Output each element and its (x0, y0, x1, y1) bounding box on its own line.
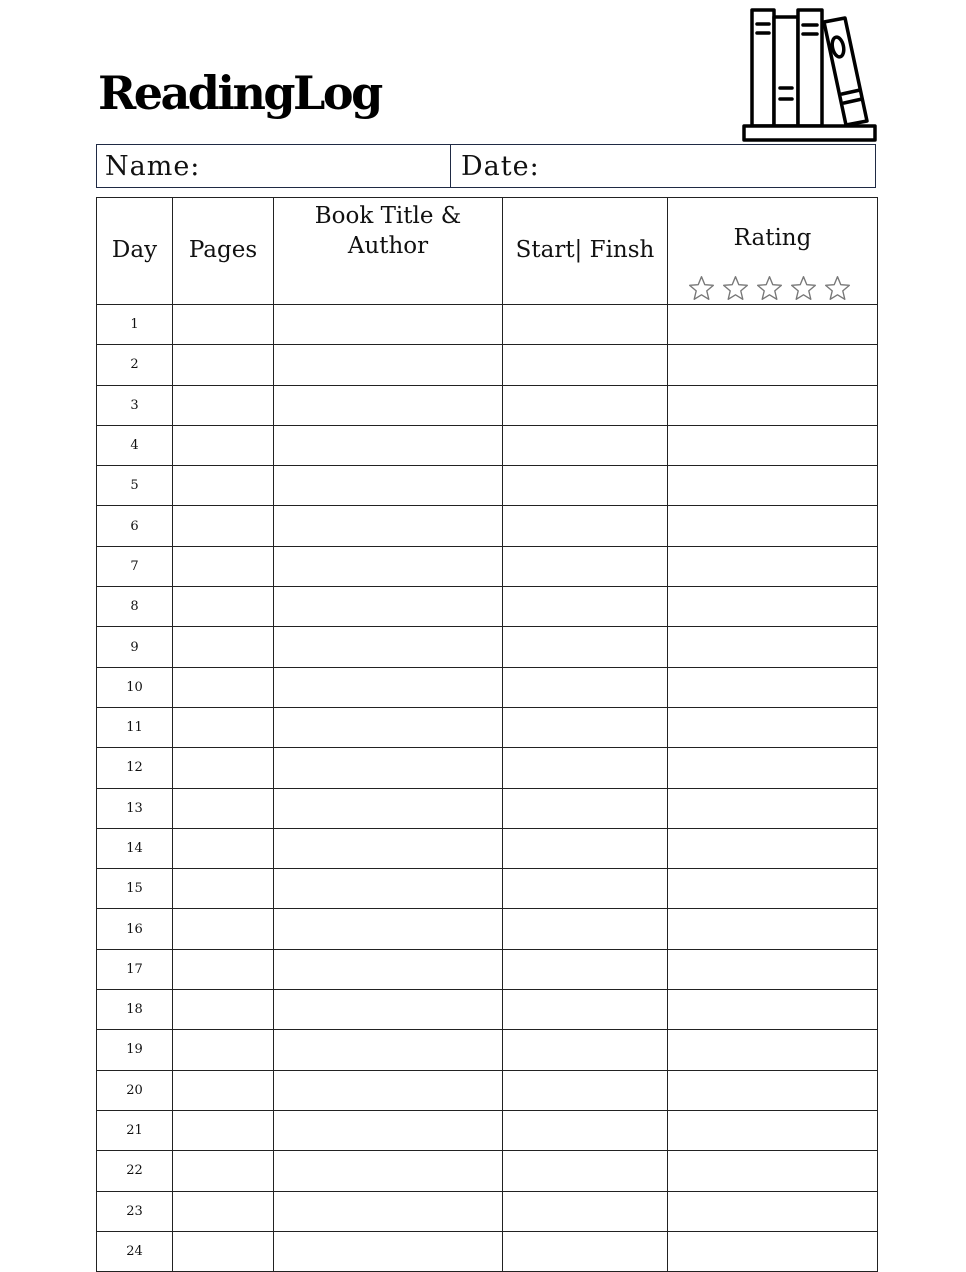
table-row (97, 869, 878, 909)
day-number: 16 (97, 909, 173, 949)
start-finish-cell[interactable] (503, 949, 668, 989)
start-finish-cell[interactable] (503, 587, 668, 627)
book-title-cell[interactable] (274, 1030, 503, 1070)
start-finish-cell[interactable] (503, 707, 668, 747)
day-number: 17 (97, 949, 173, 989)
day-number: 23 (97, 1191, 173, 1231)
rating-cell[interactable] (668, 546, 878, 586)
star-outline-icon[interactable] (688, 275, 715, 302)
pages-cell[interactable] (173, 949, 274, 989)
pages-cell[interactable] (173, 506, 274, 546)
column-header-pages: Pages (173, 198, 274, 305)
pages-cell[interactable] (173, 345, 274, 385)
table-header-row (97, 198, 878, 305)
start-finish-cell[interactable] (503, 1151, 668, 1191)
table-row (97, 1151, 878, 1191)
start-finish-cell[interactable] (503, 667, 668, 707)
table-row (97, 667, 878, 707)
pages-cell[interactable] (173, 1030, 274, 1070)
pages-cell[interactable] (173, 1151, 274, 1191)
start-finish-cell[interactable] (503, 909, 668, 949)
table-row (97, 1191, 878, 1231)
book-title-cell[interactable] (274, 949, 503, 989)
star-outline-icon[interactable] (722, 275, 749, 302)
table-row (97, 909, 878, 949)
book-title-cell[interactable] (274, 1231, 503, 1271)
table-row (97, 949, 878, 989)
day-number: 8 (97, 587, 173, 627)
pages-cell[interactable] (173, 385, 274, 425)
pages-cell[interactable] (173, 425, 274, 465)
start-finish-cell[interactable] (503, 385, 668, 425)
pages-cell[interactable] (173, 828, 274, 868)
pages-cell[interactable] (173, 1231, 274, 1271)
book-title-cell[interactable] (274, 385, 503, 425)
day-number: 18 (97, 990, 173, 1030)
pages-cell[interactable] (173, 466, 274, 506)
day-number: 19 (97, 1030, 173, 1070)
pages-cell[interactable] (173, 1191, 274, 1231)
pages-cell[interactable] (173, 667, 274, 707)
day-number: 5 (97, 466, 173, 506)
bookshelf-icon (742, 8, 878, 144)
table-row (97, 506, 878, 546)
book-title-cell[interactable] (274, 1110, 503, 1150)
pages-cell[interactable] (173, 909, 274, 949)
date-field[interactable] (451, 145, 875, 187)
rating-cell[interactable] (668, 345, 878, 385)
table-row (97, 1030, 878, 1070)
book-title-cell[interactable] (274, 546, 503, 586)
table-row (97, 707, 878, 747)
book-title-cell[interactable] (274, 345, 503, 385)
table-row (97, 345, 878, 385)
rating-cell[interactable] (668, 385, 878, 425)
page-title: ReadingLog (98, 66, 381, 120)
pages-cell[interactable] (173, 748, 274, 788)
start-finish-cell[interactable] (503, 990, 668, 1030)
day-number: 1 (97, 305, 173, 345)
rating-cell[interactable] (668, 788, 878, 828)
book-title-cell[interactable] (274, 587, 503, 627)
start-finish-cell[interactable] (503, 425, 668, 465)
table-row (97, 788, 878, 828)
rating-cell[interactable] (668, 425, 878, 465)
day-number: 22 (97, 1151, 173, 1191)
start-finish-cell[interactable] (503, 627, 668, 667)
pages-cell[interactable] (173, 707, 274, 747)
table-row (97, 305, 878, 345)
book-title-cell[interactable] (274, 1151, 503, 1191)
book-title-cell[interactable] (274, 425, 503, 465)
date-label: Date: (461, 150, 540, 182)
day-number: 10 (97, 667, 173, 707)
rating-cell[interactable] (668, 506, 878, 546)
star-outline-icon[interactable] (790, 275, 817, 302)
pages-cell[interactable] (173, 305, 274, 345)
rating-cell[interactable] (668, 990, 878, 1030)
column-header-rating (668, 198, 878, 305)
table-row (97, 425, 878, 465)
start-finish-cell[interactable] (503, 546, 668, 586)
table-row (97, 587, 878, 627)
book-title-author-label: Book Title & Author (314, 203, 462, 259)
rating-cell[interactable] (668, 667, 878, 707)
table-row (97, 466, 878, 506)
day-number: 9 (97, 627, 173, 667)
star-outline-icon[interactable] (824, 275, 851, 302)
book-title-cell[interactable] (274, 828, 503, 868)
rating-cell[interactable] (668, 1030, 878, 1070)
start-finish-cell[interactable] (503, 869, 668, 909)
day-number: 3 (97, 385, 173, 425)
rating-cell[interactable] (668, 1231, 878, 1271)
day-number: 20 (97, 1070, 173, 1110)
day-number: 14 (97, 828, 173, 868)
table-row (97, 1110, 878, 1150)
star-outline-icon[interactable] (756, 275, 783, 302)
pages-cell[interactable] (173, 546, 274, 586)
rating-stars (688, 275, 851, 302)
rating-cell[interactable] (668, 627, 878, 667)
day-number: 4 (97, 425, 173, 465)
day-number: 6 (97, 506, 173, 546)
rating-cell[interactable] (668, 466, 878, 506)
start-finish-cell[interactable] (503, 1191, 668, 1231)
book-title-cell[interactable] (274, 506, 503, 546)
book-title-cell[interactable] (274, 1191, 503, 1231)
rating-cell[interactable] (668, 305, 878, 345)
column-header-day: Day (97, 198, 173, 305)
table-row (97, 1231, 878, 1271)
day-number: 12 (97, 748, 173, 788)
table-row (97, 385, 878, 425)
rating-cell[interactable] (668, 909, 878, 949)
book-title-cell[interactable] (274, 667, 503, 707)
start-finish-cell[interactable] (503, 748, 668, 788)
start-finish-cell[interactable] (503, 506, 668, 546)
day-number: 11 (97, 707, 173, 747)
book-title-cell[interactable] (274, 990, 503, 1030)
start-finish-cell[interactable] (503, 466, 668, 506)
book-title-cell[interactable] (274, 909, 503, 949)
rating-cell[interactable] (668, 1191, 878, 1231)
day-number: 2 (97, 345, 173, 385)
pages-cell[interactable] (173, 587, 274, 627)
start-finish-cell[interactable] (503, 305, 668, 345)
name-label: Name: (105, 150, 201, 182)
pages-cell[interactable] (173, 1110, 274, 1150)
book-title-cell[interactable] (274, 627, 503, 667)
pages-cell[interactable] (173, 1070, 274, 1110)
start-finish-cell[interactable] (503, 788, 668, 828)
start-finish-cell[interactable] (503, 1030, 668, 1070)
day-number: 7 (97, 546, 173, 586)
start-finish-cell[interactable] (503, 345, 668, 385)
rating-cell[interactable] (668, 1151, 878, 1191)
info-box (96, 144, 876, 188)
rating-cell[interactable] (668, 707, 878, 747)
book-title-cell[interactable] (274, 305, 503, 345)
rating-cell[interactable] (668, 869, 878, 909)
pages-cell[interactable] (173, 990, 274, 1030)
table-row (97, 990, 878, 1030)
reading-log-table (96, 197, 878, 1272)
start-finish-cell[interactable] (503, 828, 668, 868)
rating-cell[interactable] (668, 587, 878, 627)
start-finish-cell[interactable] (503, 1070, 668, 1110)
column-header-start-finish: Start| Finsh (503, 198, 668, 305)
rating-cell[interactable] (668, 949, 878, 989)
day-number: 24 (97, 1231, 173, 1271)
start-finish-cell[interactable] (503, 1110, 668, 1150)
table-row (97, 627, 878, 667)
column-header-book-title-author (274, 198, 503, 305)
start-finish-cell[interactable] (503, 1231, 668, 1271)
day-number: 21 (97, 1110, 173, 1150)
rating-cell[interactable] (668, 1110, 878, 1150)
pages-cell[interactable] (173, 788, 274, 828)
table-row (97, 1070, 878, 1110)
rating-cell[interactable] (668, 1070, 878, 1110)
rating-cell[interactable] (668, 748, 878, 788)
book-title-cell[interactable] (274, 869, 503, 909)
table-row (97, 828, 878, 868)
name-field[interactable] (97, 145, 451, 187)
rating-cell[interactable] (668, 828, 878, 868)
book-title-cell[interactable] (274, 707, 503, 747)
book-title-cell[interactable] (274, 1070, 503, 1110)
rating-label: Rating (733, 225, 812, 251)
table-row (97, 546, 878, 586)
book-title-cell[interactable] (274, 788, 503, 828)
pages-cell[interactable] (173, 627, 274, 667)
log-body (97, 305, 878, 1272)
pages-cell[interactable] (173, 869, 274, 909)
table-row (97, 748, 878, 788)
day-number: 13 (97, 788, 173, 828)
day-number: 15 (97, 869, 173, 909)
book-title-cell[interactable] (274, 748, 503, 788)
book-title-cell[interactable] (274, 466, 503, 506)
